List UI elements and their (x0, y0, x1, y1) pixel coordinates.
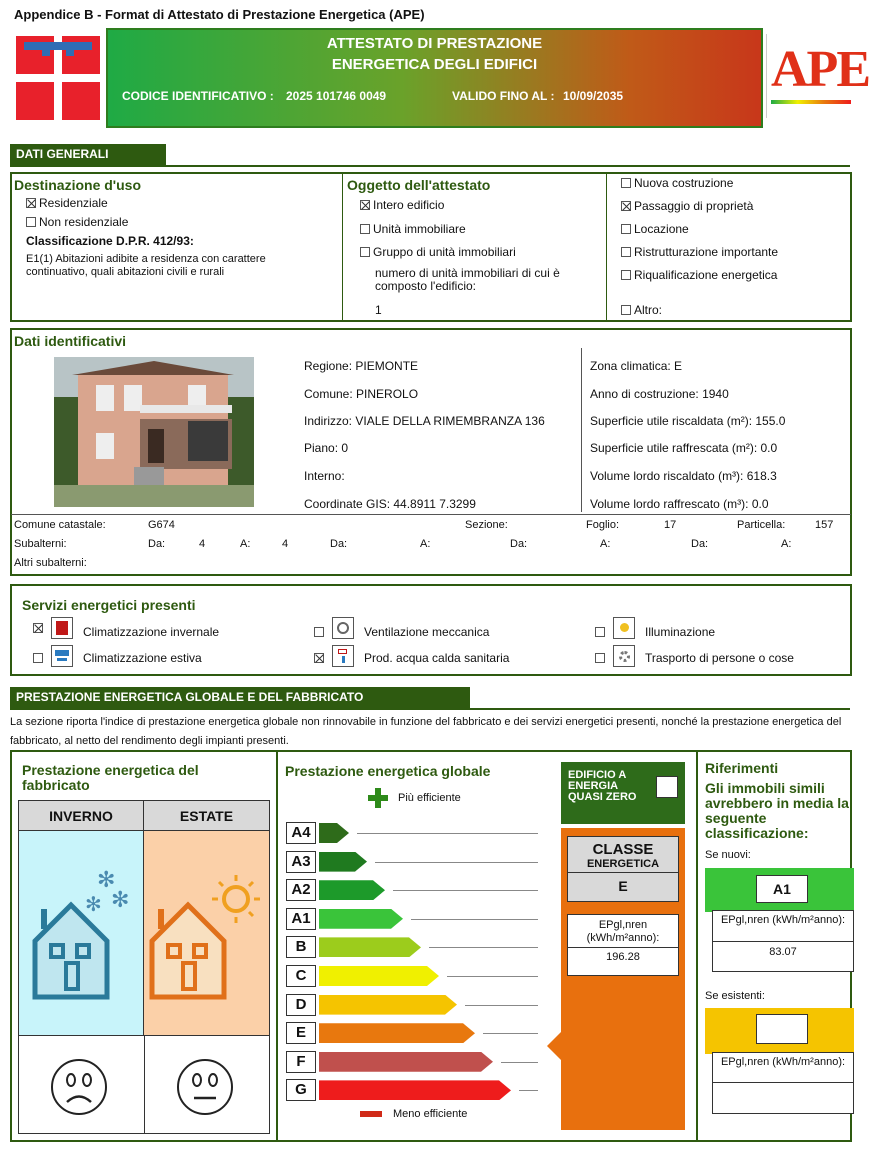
locazione-checkbox[interactable] (621, 224, 631, 234)
ape-logo-text: APE (771, 41, 869, 98)
class-bar-a3 (319, 852, 367, 872)
regione: Regione: PIEMONTE (304, 359, 419, 373)
dati-generali-header: DATI GENERALI (10, 144, 166, 166)
hot-water-icon (332, 645, 354, 667)
foglio-value: 17 (664, 519, 677, 531)
comune: Comune: PINEROLO (304, 387, 419, 401)
nzeb-checkbox[interactable] (656, 776, 678, 798)
current-class-pointer (547, 1032, 561, 1060)
non-residenziale-option[interactable]: Non residenziale (26, 215, 128, 229)
summer-house-panel (144, 831, 269, 1035)
fan-icon (332, 617, 354, 639)
sub-da-label-1: Da: (148, 538, 166, 550)
clima-estiva-checkbox[interactable] (33, 653, 43, 663)
class-line-e (483, 1033, 538, 1034)
particella-value: 157 (815, 519, 834, 531)
clima-estiva-label: Climatizzazione estiva (83, 651, 202, 665)
nuova-costruzione-checkbox[interactable] (621, 178, 631, 188)
class-line-g (519, 1090, 538, 1091)
clima-invernale-label: Climatizzazione invernale (83, 625, 220, 639)
nuova-costruzione-option[interactable]: Nuova costruzione (621, 176, 733, 190)
ventilazione-checkbox[interactable] (314, 627, 324, 637)
svg-text:✻: ✻ (85, 892, 102, 916)
sub-a-value-1: 4 (282, 538, 289, 550)
classificazione-value: E1(1) Abitazioni adibite a residenza con carattere continuativo, quali abitazioni civili e rurali (26, 253, 266, 278)
piano: Piano: 0 (304, 441, 349, 455)
ep-value: 196.28 (606, 951, 640, 963)
non-residenziale-checkbox[interactable] (26, 217, 36, 227)
estate-header: ESTATE (144, 801, 269, 831)
dati-identificativi-title: Dati identificativi (14, 333, 127, 349)
energetica-label: ENERGETICA (586, 858, 660, 870)
servizio-trasporto[interactable] (595, 651, 608, 665)
passaggio-proprieta-checkbox[interactable] (621, 201, 631, 211)
sad-face-icon (50, 1058, 108, 1116)
class-line-f (501, 1062, 538, 1063)
riferimenti-title: Riferimenti (705, 760, 779, 776)
zona-climatica: Zona climatica: E (590, 359, 683, 373)
esistenti-classe-value (756, 1014, 808, 1044)
class-row-a1 (286, 908, 544, 932)
comune-catastale-label: Comune catastale: (14, 519, 106, 531)
class-line-c (447, 976, 538, 977)
ristrutturazione-option[interactable]: Ristrutturazione importante (621, 245, 778, 259)
passaggio-proprieta-option[interactable]: Passaggio di proprietà (621, 199, 753, 213)
numero-unita-value: 1 (375, 303, 382, 317)
class-row-a4 (286, 822, 544, 846)
prestazione-header: PRESTAZIONE ENERGETICA GLOBALE E DEL FABBRICATO (10, 687, 470, 709)
unita-immobiliare-checkbox[interactable] (360, 224, 370, 234)
foglio-label: Foglio: (586, 519, 620, 531)
indirizzo: Indirizzo: VIALE DELLA RIMEMBRANZA 136 (304, 414, 545, 428)
class-row-g (286, 1079, 544, 1103)
class-row-c (286, 965, 544, 989)
region-logo (14, 34, 102, 122)
classificazione-label: Classificazione D.P.R. 412/93: (26, 234, 194, 248)
servizi-title: Servizi energetici presenti (22, 597, 196, 613)
class-label-c: C (286, 965, 316, 987)
acqua-calda-checkbox[interactable] (314, 653, 324, 663)
trasporto-label: Trasporto di persone o cose (645, 651, 794, 665)
plus-icon (368, 788, 388, 808)
destinazione-title: Destinazione d'uso (14, 177, 142, 193)
intero-edificio-checkbox[interactable] (360, 200, 370, 210)
nzeb-label: EDIFICIO A ENERGIA QUASI ZERO (568, 769, 637, 803)
air-conditioner-icon (51, 645, 73, 667)
vol-riscaldato: Volume lordo riscaldato (m³): 618.3 (590, 469, 777, 483)
comune-catastale-value: G674 (148, 519, 175, 531)
illuminazione-checkbox[interactable] (595, 627, 605, 637)
se-nuovi-label: Se nuovi: (705, 849, 751, 861)
servizio-illuminazione[interactable] (595, 625, 608, 639)
servizio-clima-invernale[interactable] (33, 621, 46, 635)
valid-label: VALIDO FINO AL : (452, 89, 555, 103)
ristrutturazione-checkbox[interactable] (621, 247, 631, 257)
class-line-a2 (393, 890, 538, 891)
class-bar-c (319, 966, 439, 986)
class-line-a4 (357, 833, 538, 834)
clima-invernale-checkbox[interactable] (33, 623, 43, 633)
altro-checkbox[interactable] (621, 305, 631, 315)
interno: Interno: (304, 469, 345, 483)
sup-riscaldata: Superficie utile riscaldata (m²): 155.0 (590, 414, 786, 428)
banner-title-1: ATTESTATO DI PRESTAZIONE (326, 35, 543, 52)
gruppo-unita-option[interactable]: Gruppo di unità immobiliari (360, 245, 516, 259)
riqualificazione-checkbox[interactable] (621, 270, 631, 280)
ep-label: EPgl,nren (kWh/m²anno): (586, 919, 660, 944)
class-label-b: B (286, 936, 316, 958)
se-esistenti-label: Se esistenti: (705, 990, 765, 1002)
unita-immobiliare-option[interactable]: Unità immobiliare (360, 222, 466, 236)
class-bar-d (319, 995, 457, 1015)
numero-unita-label: numero di unità immobiliari di cui è composto l'edificio: (375, 266, 560, 293)
class-label-f: F (286, 1051, 316, 1073)
ventilazione-label: Ventilazione meccanica (364, 625, 490, 639)
particella-label: Particella: (737, 519, 786, 531)
code-value: 2025 101746 0049 (286, 89, 387, 103)
class-line-b (429, 947, 538, 948)
code-label: CODICE IDENTIFICATIVO : (122, 89, 274, 103)
class-label-a4: A4 (286, 822, 316, 844)
class-bar-e (319, 1023, 475, 1043)
locazione-option[interactable]: Locazione (621, 222, 689, 236)
globale-title: Prestazione energetica globale (285, 763, 491, 779)
nuovi-classe-value: A1 (756, 875, 808, 903)
class-row-d (286, 994, 544, 1018)
sub-a-label-3: A: (600, 538, 611, 550)
servizio-ventilazione[interactable] (314, 625, 327, 639)
nuovi-ep-value: 83.07 (769, 946, 797, 958)
class-line-a1 (411, 919, 538, 920)
servizio-acqua-calda[interactable] (314, 651, 327, 665)
sub-a-label-2: A: (420, 538, 431, 550)
inverno-header: INVERNO (19, 801, 144, 831)
appendix-title: Appendice B - Format di Attestato di Prestazione Energetica (APE) (14, 7, 425, 22)
lamp-icon (613, 617, 635, 639)
class-line-d (465, 1005, 538, 1006)
esistenti-ep-label: EPgl,nren (kWh/m²anno): (720, 1056, 846, 1068)
meno-efficiente-label: Meno efficiente (393, 1108, 468, 1120)
residenziale-option[interactable]: Residenziale (26, 196, 108, 210)
neutral-face-icon (176, 1058, 234, 1116)
banner-title-2: ENERGETICA DEGLI EDIFICI (331, 56, 538, 73)
class-label-g: G (286, 1079, 316, 1101)
class-label-a1: A1 (286, 908, 316, 930)
class-row-f (286, 1051, 544, 1075)
servizio-clima-estiva[interactable] (33, 651, 46, 665)
classe-label: CLASSE (592, 841, 654, 858)
radiator-icon (51, 617, 73, 639)
class-row-a3 (286, 851, 544, 875)
sub-da-label-2: Da: (330, 538, 348, 550)
minus-icon (360, 1111, 382, 1117)
gear-icon (613, 645, 635, 667)
sub-da-label-4: Da: (691, 538, 709, 550)
subalterni-label: Subalterni: (14, 538, 67, 550)
class-row-b (286, 936, 544, 960)
class-bar-b (319, 937, 421, 957)
ape-logo (766, 34, 869, 118)
riferimenti-text: Gli immobili simili avrebbero in media la seguente classificazione: (705, 780, 849, 841)
prestazione-intro: La sezione riporta l'indice di prestazione energetica globale non rinnovabile in funzione del fabbricato e dei servizi energetici presenti, nonché la prestazione energetica del fabbricato, al netto del rendimento degli impianti presenti. (10, 716, 842, 747)
class-label-a3: A3 (286, 851, 316, 873)
sup-raffrescata: Superficie utile raffrescata (m²): 0.0 (590, 441, 778, 455)
class-row-a2 (286, 879, 544, 903)
class-label-d: D (286, 994, 316, 1016)
gruppo-unita-checkbox[interactable] (360, 247, 370, 257)
anno-costruzione: Anno di costruzione: 1940 (590, 387, 729, 401)
sub-a-label-1: A: (240, 538, 251, 550)
intero-edificio-option[interactable]: Intero edificio (360, 198, 444, 212)
illuminazione-label: Illuminazione (645, 625, 716, 639)
nuovi-ep-label: EPgl,nren (kWh/m²anno): (720, 914, 846, 926)
class-label-a2: A2 (286, 879, 316, 901)
sezione-label: Sezione: (465, 519, 508, 531)
svg-text:✻: ✻ (97, 868, 116, 893)
vol-raffrescato: Volume lordo raffrescato (m³): 0.0 (590, 497, 769, 511)
class-bar-a1 (319, 909, 403, 929)
piu-efficiente-label: Più efficiente (398, 792, 461, 804)
class-row-e (286, 1022, 544, 1046)
fabbricato-title: Prestazione energetica del fabbricato (22, 762, 199, 793)
sub-a-label-4: A: (781, 538, 792, 550)
sub-da-value-1: 4 (199, 538, 206, 550)
building-photo (54, 357, 254, 507)
winter-house-panel (19, 831, 144, 1035)
class-bar-f (319, 1052, 493, 1072)
class-bar-a4 (319, 823, 349, 843)
trasporto-checkbox[interactable] (595, 653, 605, 663)
valid-value: 10/09/2035 (563, 89, 624, 103)
altri-subalterni-label: Altri subalterni: (14, 557, 87, 569)
coordinate: Coordinate GIS: 44.8911 7.3299 (304, 497, 476, 511)
class-label-e: E (286, 1022, 316, 1044)
class-line-a3 (375, 862, 538, 863)
class-bar-g (319, 1080, 511, 1100)
classe-value: E (618, 878, 628, 894)
altro-option[interactable]: Altro: (621, 303, 662, 317)
svg-text:✻: ✻ (111, 888, 130, 913)
oggetto-title: Oggetto dell'attestato (347, 177, 491, 193)
riqualificazione-option[interactable]: Riqualificazione energetica (621, 268, 777, 282)
sub-da-label-3: Da: (510, 538, 528, 550)
class-bar-a2 (319, 880, 385, 900)
residenziale-checkbox[interactable] (26, 198, 36, 208)
acqua-calda-label: Prod. acqua calda sanitaria (364, 651, 510, 665)
